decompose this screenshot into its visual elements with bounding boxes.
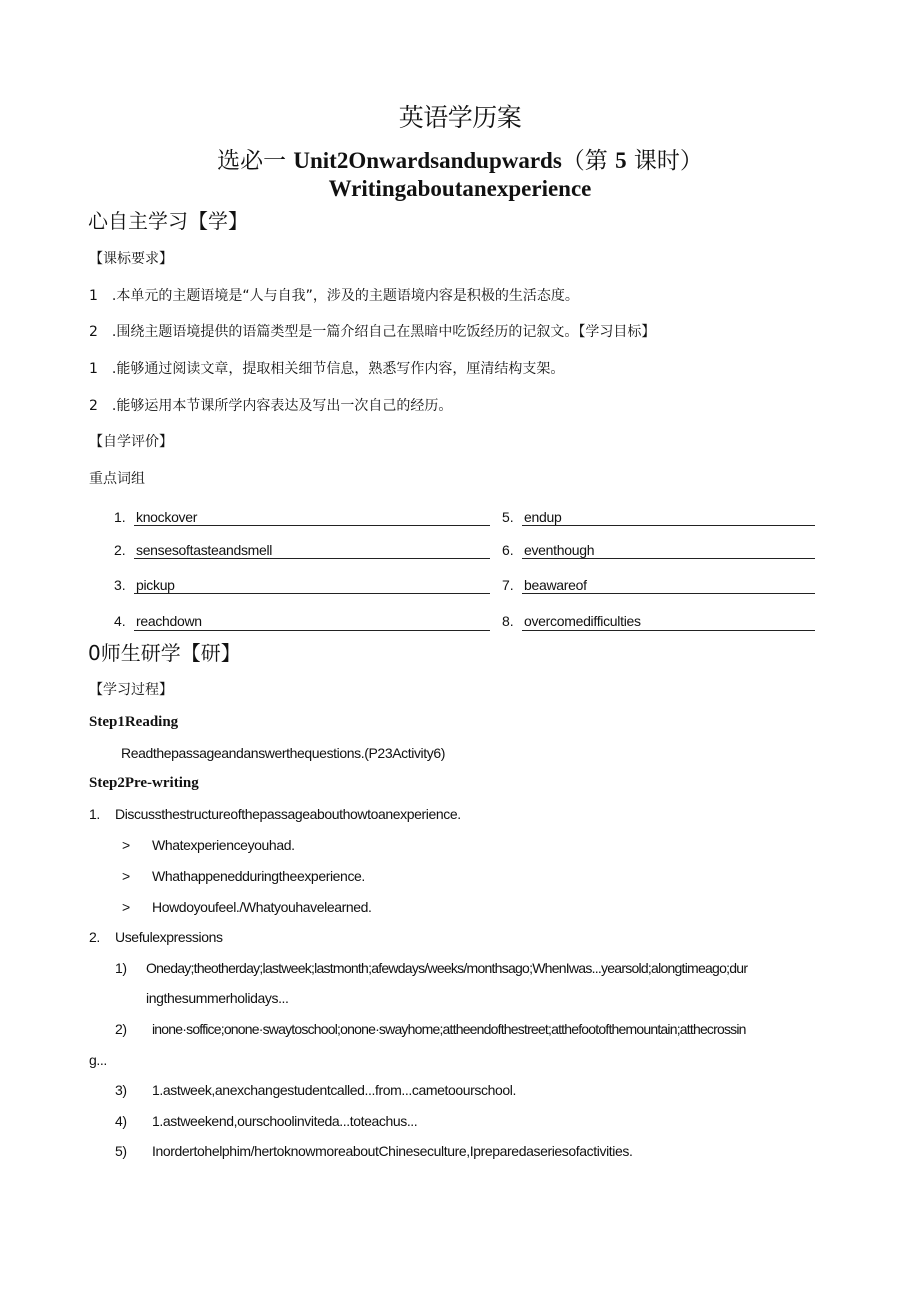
bullet-marker: > bbox=[122, 868, 130, 884]
vocab-number: 6. bbox=[502, 542, 514, 558]
expression-number: 2) bbox=[115, 1021, 127, 1037]
vocab-underline bbox=[522, 558, 815, 559]
vocab-number: 3. bbox=[114, 577, 126, 593]
section-self-study-heading: 心自主学习【学】 bbox=[88, 209, 248, 233]
expression-number: 5) bbox=[115, 1143, 127, 1159]
item-number: 1. bbox=[89, 806, 100, 822]
step1-text: Readthepassageandanswerthequestions.(P23Activity6) bbox=[121, 745, 445, 761]
section-research-heading: 0师生研学【研】 bbox=[88, 641, 241, 665]
bullet-text: Whatexperienceyouhad. bbox=[152, 837, 295, 853]
vocab-heading: 重点词组 bbox=[89, 471, 145, 487]
vocab-number: 7. bbox=[502, 577, 514, 593]
item-number: 2. bbox=[89, 929, 100, 945]
expression-text: Inordertohelphim/hertoknowmoreaboutChineseculture,Ipreparedaseriesofactivities. bbox=[152, 1143, 633, 1159]
vocab-phrase: reachdown bbox=[136, 613, 202, 629]
vocab-underline bbox=[134, 558, 490, 559]
expression-text: 1.astweek,anexchangestudentcalled...from...cametoourschool. bbox=[152, 1082, 516, 1098]
step2-title: Step2Pre-writing bbox=[89, 775, 199, 791]
curriculum-item: 2 .围绕主题语境提供的语篇类型是一篇介绍自己在黑暗中吃饭经历的记叙文。【学习目标】 bbox=[89, 324, 656, 340]
vocab-number: 4. bbox=[114, 613, 126, 629]
expression-text: 1.astweekend,ourschoolinviteda...toteachus... bbox=[152, 1113, 418, 1129]
page-title: 英语学历案 bbox=[398, 103, 522, 132]
vocab-phrase: knockover bbox=[136, 509, 198, 525]
vocab-underline bbox=[522, 630, 815, 631]
expression-text-continued: g... bbox=[89, 1052, 107, 1068]
vocab-underline bbox=[134, 525, 490, 526]
expression-text-continued: ingthesummerholidays... bbox=[146, 990, 289, 1006]
step1-title: Step1Reading bbox=[89, 714, 179, 730]
subtitle-prefix: 选必一 bbox=[217, 148, 294, 174]
curriculum-item: 1 .能够通过阅读文章，提取相关细节信息，熟悉写作内容，厘清结构支架。 bbox=[89, 361, 565, 377]
curriculum-heading: 【课标要求】 bbox=[89, 251, 173, 267]
vocab-phrase: eventhough bbox=[524, 542, 595, 558]
curriculum-item: 1 .本单元的主题语境是“人与自我”，涉及的主题语境内容是积极的生活态度。 bbox=[89, 288, 579, 304]
item-text: Usefulexpressions bbox=[115, 929, 223, 945]
process-heading: 【学习过程】 bbox=[89, 682, 173, 698]
bullet-marker: > bbox=[122, 899, 130, 915]
vocab-phrase: pickup bbox=[136, 577, 175, 593]
topic-title: Writingaboutanexperience bbox=[328, 176, 592, 201]
curriculum-item: 2 .能够运用本节课所学内容表达及写出一次自己的经历。 bbox=[89, 398, 453, 414]
item-text: Discussthestructureofthepassageabouthowtoanexperience. bbox=[115, 806, 461, 822]
bullet-text: Whathappenedduringtheexperience. bbox=[152, 868, 365, 884]
vocab-underline bbox=[134, 630, 490, 631]
vocab-number: 8. bbox=[502, 613, 514, 629]
vocab-underline bbox=[522, 525, 815, 526]
vocab-phrase: sensesoftasteandsmell bbox=[136, 542, 273, 558]
expression-text: Oneday;theotherday;lastweek;lastmonth;afewdays/weeks/monthsago;WhenIwas...yearsold;alongtimeago;dur bbox=[146, 960, 748, 976]
vocab-phrase: overcomedifficulties bbox=[524, 613, 641, 629]
self-eval-heading: 【自学评价】 bbox=[89, 434, 173, 450]
subtitle-lesson-post: 课时） bbox=[626, 148, 703, 174]
subtitle-unit: Unit2Onwardsandupwards bbox=[293, 148, 562, 173]
expression-text: inone·soffice;onone·swaytoschool;onone·swayhome;attheendofthestreet;atthefootofthemountain;atthecrossin bbox=[152, 1021, 746, 1037]
expression-number: 1) bbox=[115, 960, 127, 976]
expression-number: 3) bbox=[115, 1082, 127, 1098]
vocab-underline bbox=[522, 593, 815, 594]
bullet-text: Howdoyoufeel./Whatyouhavelearned. bbox=[152, 899, 372, 915]
lesson-subtitle bbox=[0, 142, 920, 175]
subtitle-lesson-num: 5 bbox=[615, 148, 627, 173]
vocab-underline bbox=[134, 593, 490, 594]
vocab-number: 5. bbox=[502, 509, 514, 525]
subtitle-lesson-pre: （第 bbox=[561, 148, 616, 174]
vocab-phrase: endup bbox=[524, 509, 562, 525]
expression-number: 4) bbox=[115, 1113, 127, 1129]
vocab-number: 1. bbox=[114, 509, 126, 525]
bullet-marker: > bbox=[122, 837, 130, 853]
vocab-number: 2. bbox=[114, 542, 126, 558]
vocab-phrase: beawareof bbox=[524, 577, 587, 593]
